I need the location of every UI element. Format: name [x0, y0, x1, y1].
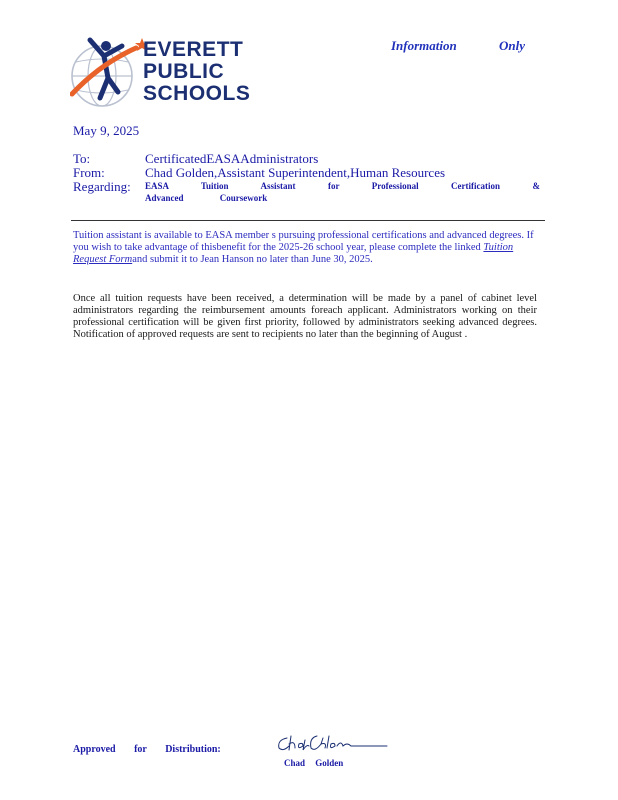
tuition-request-form-link[interactable]: Tuition Request Form — [73, 242, 514, 265]
paragraph-2: Once all tuition requests have been received, a determination will be made by a panel of cabinet level administrators regarding the reimbursement amounts foreach applicant. Administrators working on their professional certification will be given first priority, followed by administrators seeking advanced degrees. Notification of approved requests are sent to recipients no later than the beginning of August . — [73, 293, 537, 340]
paragraph-1 — [73, 230, 537, 266]
to-label: To: — [73, 151, 91, 166]
regarding-line-1: EASA Tuition Assistant for Professional Certification & — [145, 181, 540, 191]
from-label: From: — [73, 165, 105, 180]
logo-line-1: EVERETT — [143, 38, 244, 61]
only-label: Only — [499, 38, 525, 53]
signer-name: Chad Golden — [284, 758, 344, 768]
to-value: CertificatedEASAAdministrators — [145, 151, 319, 166]
signature — [275, 730, 390, 756]
header-divider — [71, 220, 545, 221]
regarding-line-2: Advanced Coursework — [145, 193, 268, 203]
memo-date: May 9, 2025 — [73, 123, 140, 138]
logo-line-3: SCHOOLS — [143, 82, 251, 105]
logo-line-2: PUBLIC — [143, 60, 225, 83]
information-label: Information — [391, 38, 457, 53]
regarding-label: Regarding: — [73, 179, 131, 194]
approved-for-distribution-label: Approved for Distribution: — [73, 744, 221, 755]
paragraph-1-start: Tuition assistant is available to EASA member s pursuing professional certifications and advanced degrees. If you wish to take advantage of thisbenefit for the 2025-26 school year, please complete the linked — [73, 230, 534, 253]
from-value: Chad Golden,Assistant Superintendent,Human Resources — [145, 165, 446, 180]
logo-wordmark — [143, 39, 250, 105]
paragraph-1-end: and submit it to Jean Hanson no later than June 30, 2025. — [132, 254, 373, 265]
